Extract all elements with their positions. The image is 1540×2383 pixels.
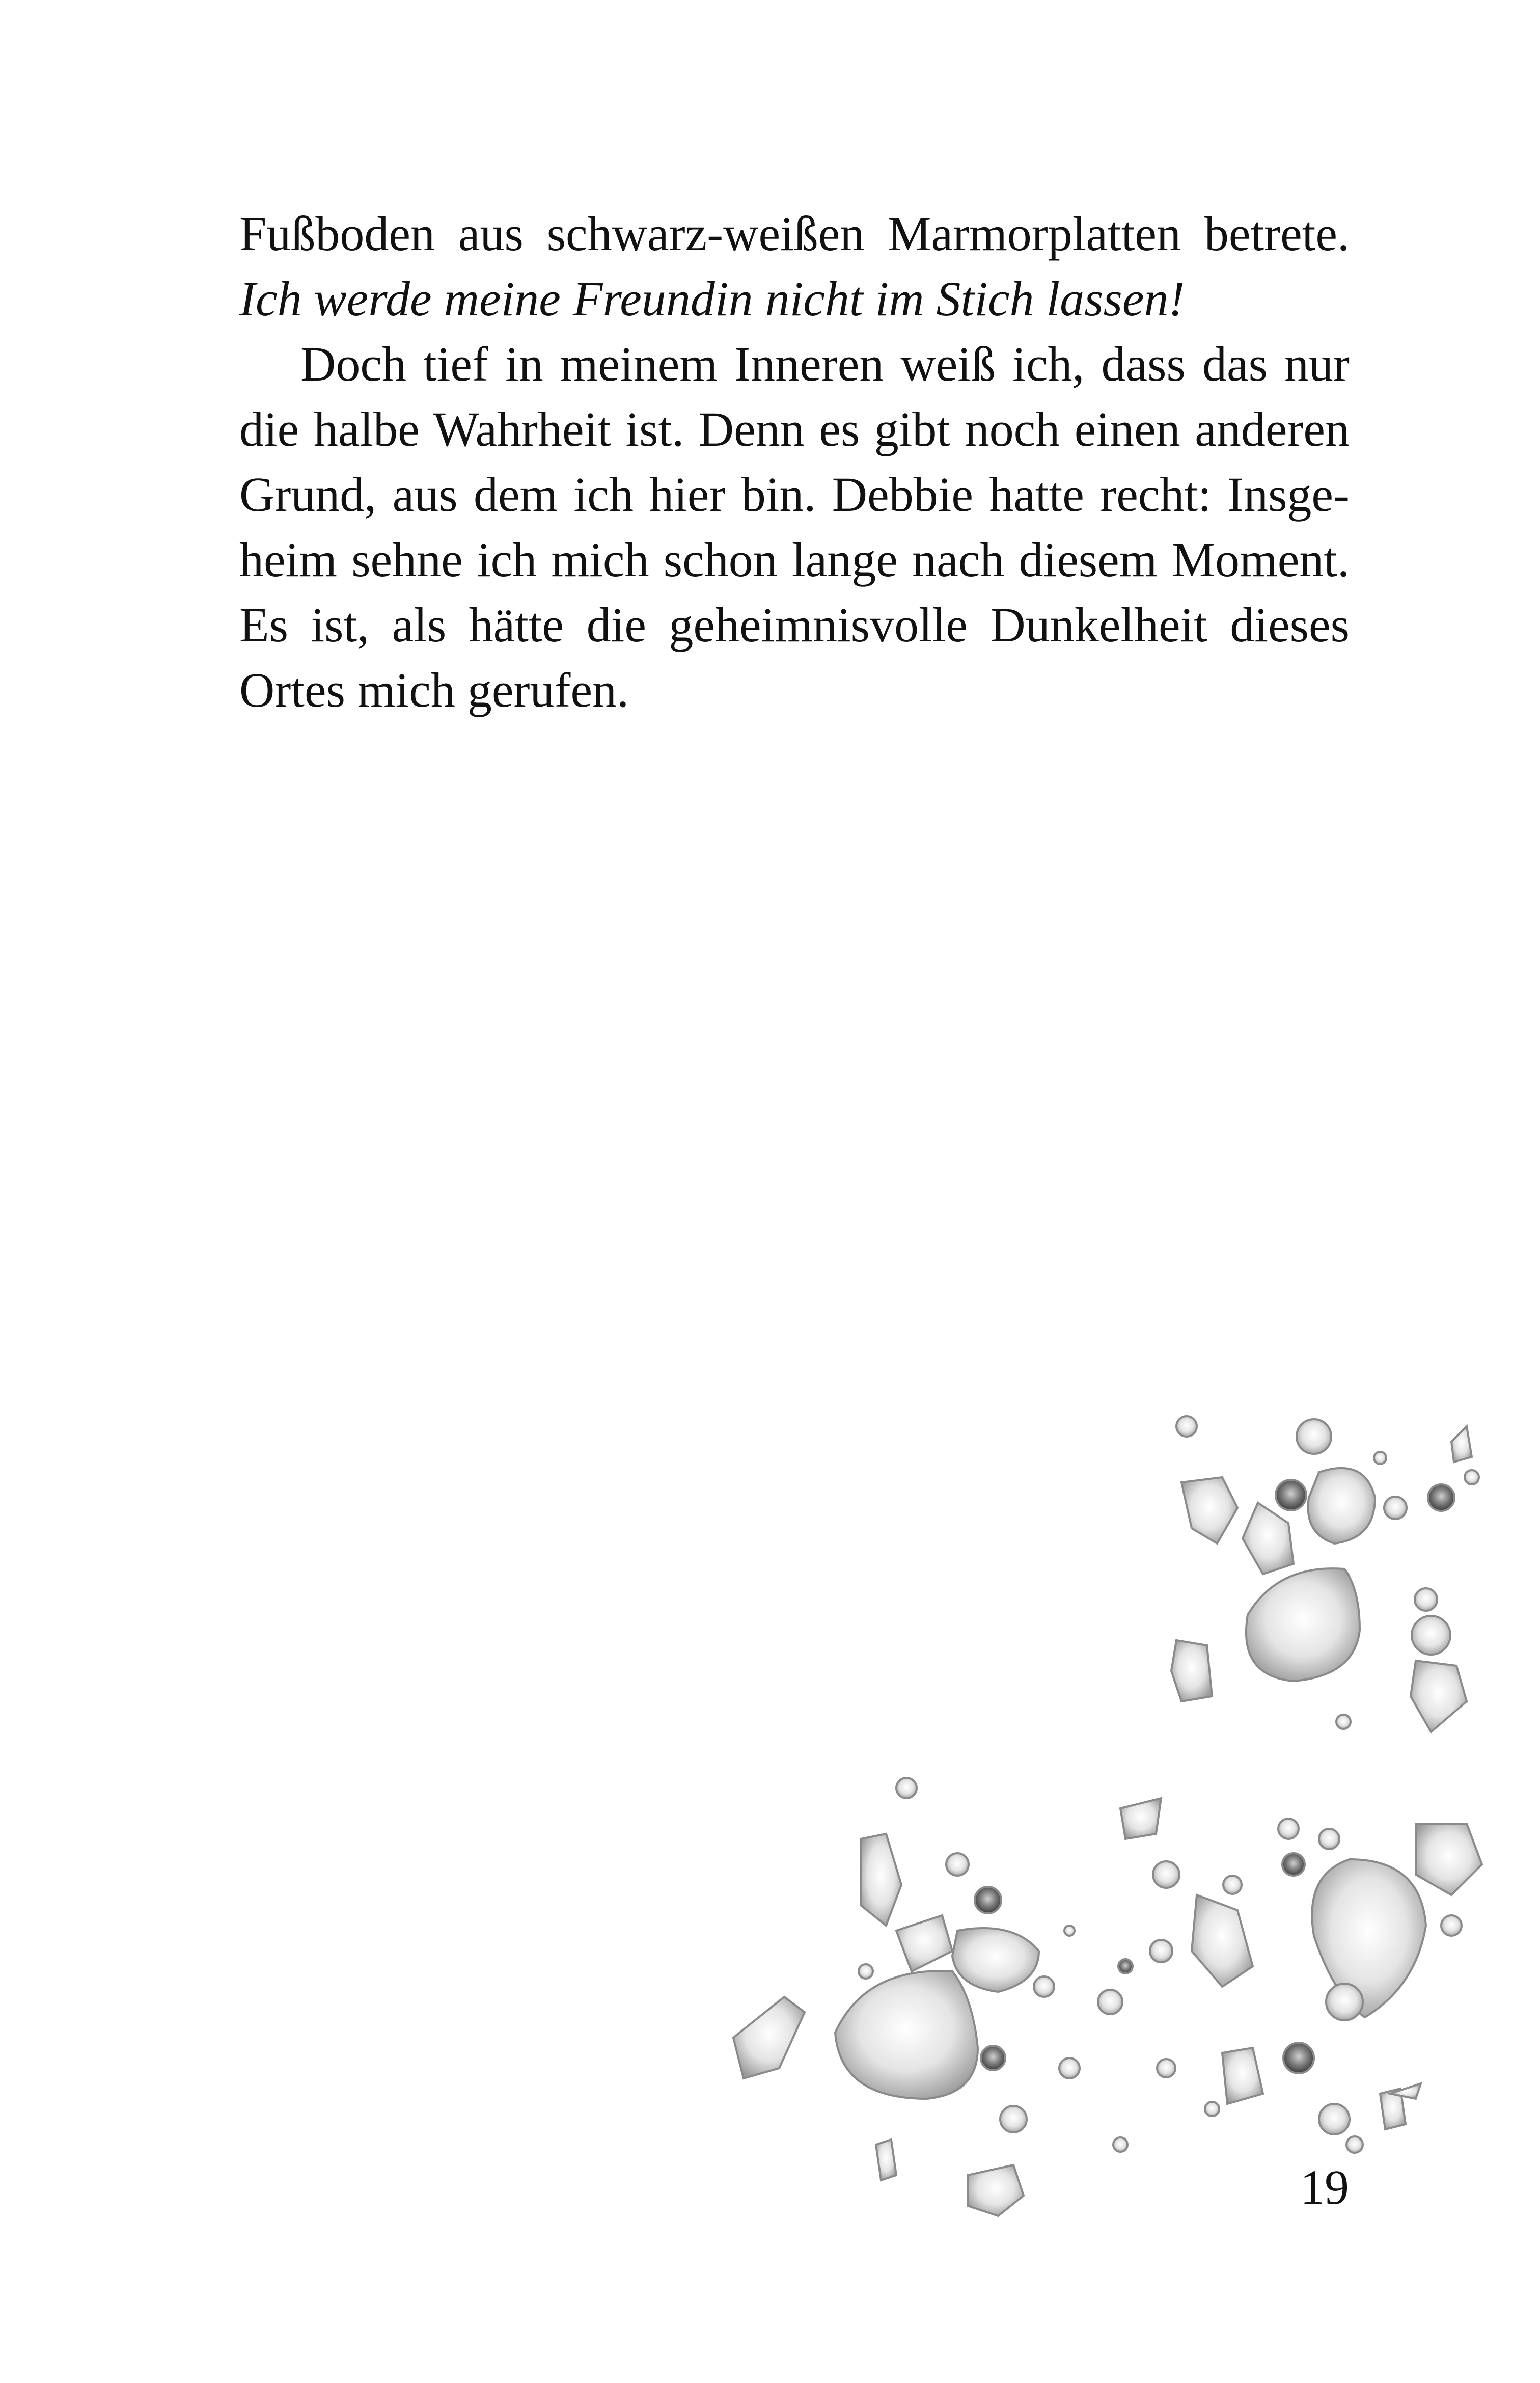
text-line-italic: Ich werde meine Freundin nicht im Stich lassen! <box>239 272 1185 326</box>
text-line: Fußboden aus schwarz-weißen Marmorplatten betrete. <box>239 206 1350 261</box>
text-line: Ortes mich gerufen. <box>239 663 629 717</box>
text-line: heim sehne ich mich schon lange nach diesem Moment. <box>239 532 1350 587</box>
text-line: die halbe Wahrheit ist. Denn es gibt noch einen anderen <box>239 402 1350 456</box>
gem-cluster-upper <box>1171 1416 1479 1732</box>
text-line: Grund, aus dem ich hier bin. Debbie hatte recht: Insge- <box>239 467 1350 522</box>
text-line: Es ist, als hätte die geheimnisvolle Dunkelheit dieses <box>239 598 1350 652</box>
gem-cluster-lower <box>733 1778 1482 2216</box>
text-line: Doch tief in meinem Inneren weiß ich, dass das nur <box>300 337 1350 391</box>
page-number: 19 <box>1300 2160 1349 2214</box>
